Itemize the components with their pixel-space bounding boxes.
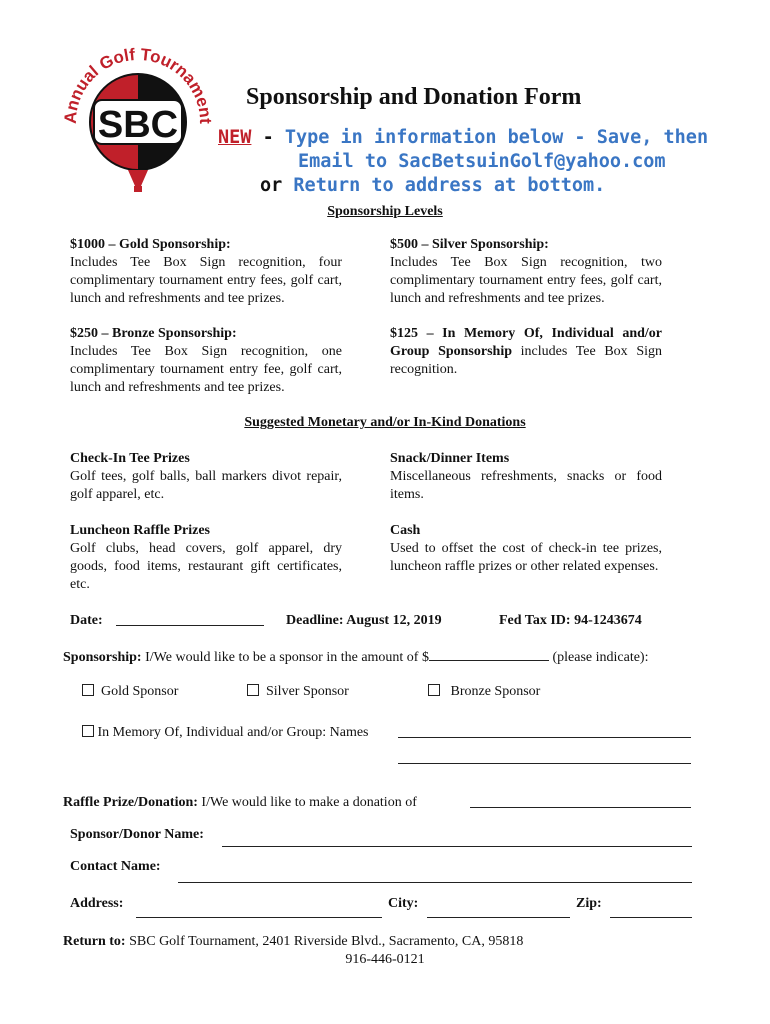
gold-level [70,236,342,308]
tournament-logo [58,40,218,200]
memory-level-title: $125 – In Memory Of, Individual and/or Group Sponsorship [390,326,662,359]
raffle-text: I/We would like to make a donation of [197,795,417,810]
cash-desc: Used to offset the cost of check-in tee prizes, luncheon raffle prizes or other related expenses. [390,541,662,574]
logo-arc-text: Annual Golf Tournament [60,44,216,125]
gold-option-label: Gold Sponsor [101,684,179,699]
checkin-title: Check-In Tee Prizes [70,451,190,466]
snack-donation [390,450,662,504]
snack-title: Snack/Dinner Items [390,451,510,466]
gold-checkbox[interactable] [82,684,94,696]
raffle-donation [70,522,342,594]
raffle-label: Raffle Prize/Donation: [63,795,198,810]
snack-desc: Miscellaneous refreshments, snacks or food items. [390,469,662,502]
instruction-line-3: Return to address at bottom. [293,175,606,196]
bronze-checkbox[interactable] [428,684,440,696]
date-label: Date: [70,613,103,628]
memory-names-field-1[interactable] [398,737,691,738]
bronze-option-label: Bronze Sponsor [450,684,541,699]
contact-name-label: Contact Name: [70,859,161,874]
gold-level-title: $1000 – Gold Sponsorship: [70,237,231,252]
raffle-title: Luncheon Raffle Prizes [70,523,210,538]
form-title: Sponsorship and Donation Form [246,84,582,110]
sponsorship-amount-field[interactable] [429,648,549,661]
tax-id-text: Fed Tax ID: 94-1243674 [499,613,642,628]
memory-option[interactable] [82,724,369,742]
bronze-option[interactable] [428,683,540,701]
silver-level-title: $500 – Silver Sponsorship: [390,237,549,252]
instruction-dash: - [262,127,274,148]
donations-heading: Suggested Monetary and/or In-Kind Donations [244,415,526,430]
return-address-text: SBC Golf Tournament, 2401 Riverside Blvd., Sacramento, CA, 95818 [125,934,524,949]
zip-label: Zip: [576,896,602,911]
raffle-desc: Golf clubs, head covers, golf apparel, dry goods, food items, restaurant gift certificates, etc. [70,541,342,592]
gold-level-desc: Includes Tee Box Sign recognition, four complimentary tournament entry fees, golf cart, lunch and refreshments and tee prizes. [70,255,342,306]
bronze-level-desc: Includes Tee Box Sign recognition, one complimentary tournament entry fee, golf cart, lunch and refreshments and tee prizes. [70,344,342,395]
instructions [218,126,708,198]
sponsorship-levels-heading: Sponsorship Levels [327,204,443,219]
logo-graphic [58,40,218,200]
sponsor-name-label: Sponsor/Donor Name: [70,827,204,842]
silver-level-desc: Includes Tee Box Sign recognition, two complimentary tournament entry fees, golf cart, lunch and refreshments and tee prizes. [390,255,662,306]
memory-names-field-2[interactable] [398,763,691,764]
raffle-donation-field[interactable] [470,807,691,808]
checkin-donation [70,450,342,504]
gold-option[interactable] [82,683,178,701]
cash-title: Cash [390,523,421,538]
date-field[interactable] [116,625,264,626]
sponsorship-label: Sponsorship: [63,650,142,665]
return-label: Return to: [63,934,126,949]
bronze-level [70,325,342,397]
city-label: City: [388,896,419,911]
zip-field[interactable] [610,917,692,918]
instruction-line-1: Type in information below - Save, then [284,127,709,148]
silver-level [390,236,662,308]
silver-checkbox[interactable] [247,684,259,696]
return-address [63,933,523,951]
sponsorship-text: I/We would like to be a sponsor in the amount of $ [141,650,429,665]
address-label: Address: [70,896,124,911]
raffle-donation-row [63,794,417,812]
memory-checkbox[interactable] [82,725,94,737]
sponsor-name-field[interactable] [222,846,692,847]
memory-level-desc: includes Tee Box Sign recognition. [390,344,662,377]
silver-option-label: Silver Sponsor [266,684,349,699]
instruction-line-2: Email to SacBetsuinGolf@yahoo.com [298,151,666,172]
cash-donation [390,522,662,576]
checkin-desc: Golf tees, golf balls, ball markers divot repair, golf apparel, etc. [70,469,342,502]
bronze-level-title: $250 – Bronze Sponsorship: [70,326,237,341]
sponsorship-amount-row [63,648,649,667]
phone-number: 916-446-0121 [345,952,425,967]
deadline-text: Deadline: August 12, 2019 [286,613,442,628]
sponsorship-text-after: (please indicate): [548,650,649,665]
contact-name-field[interactable] [178,882,692,883]
memory-level [390,325,662,379]
new-label: NEW [218,127,252,148]
logo-text: SBC [97,104,179,146]
silver-option[interactable] [247,683,349,701]
address-field[interactable] [136,917,382,918]
memory-option-label: In Memory Of, Individual and/or Group: Names [97,725,369,740]
city-field[interactable] [427,917,570,918]
instruction-or: or [260,175,283,196]
